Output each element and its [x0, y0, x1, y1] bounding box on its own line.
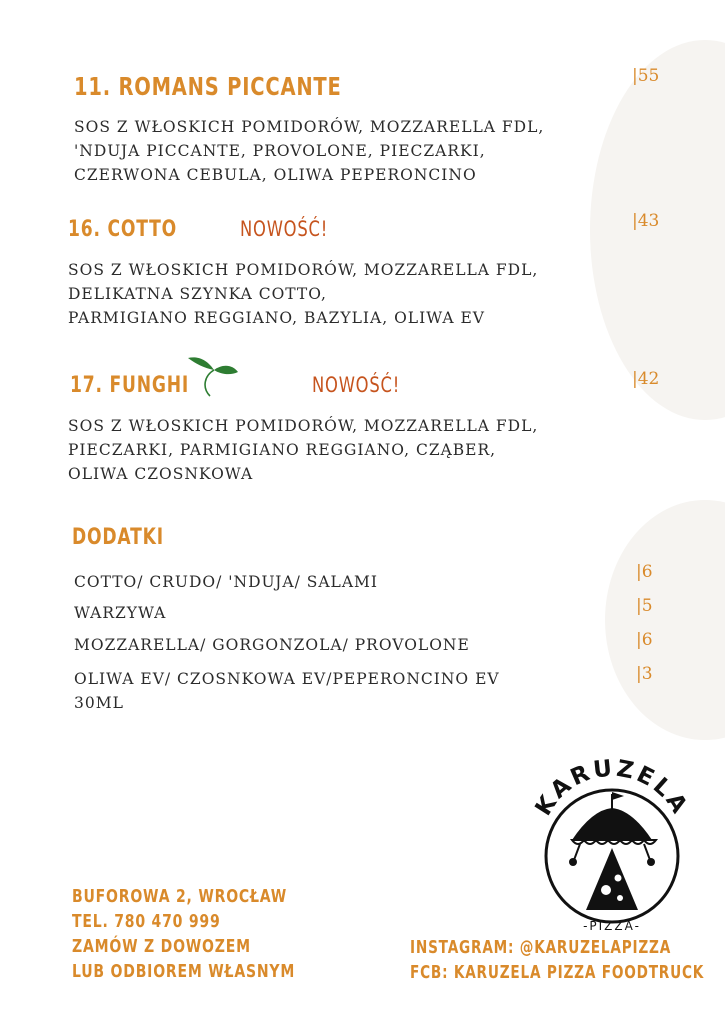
item-description: [68, 414, 538, 486]
logo-name: KARUZELA: [530, 755, 694, 821]
item-price: |55: [632, 66, 660, 86]
contact-info: [72, 884, 295, 984]
description-line: PIECZARKI, PARMIGIANO REGGIANO, CZĄBER,: [68, 441, 497, 459]
extra-label: COTTO/ CRUDO/ 'NDUJA/ SALAMI: [74, 573, 379, 591]
item-title: 16. COTTO: [68, 217, 177, 242]
vegetarian-sprout-icon: [188, 352, 240, 398]
karuzela-pizza-logo: [520, 748, 700, 938]
item-price: |43: [632, 211, 660, 231]
extra-price: |5: [636, 596, 653, 616]
description-line: SOS Z WŁOSKICH POMIDORÓW, MOZZARELLA FDL,: [68, 261, 539, 279]
contact-line: LUB ODBIOREM WŁASNYM: [72, 961, 296, 982]
extra-label-line: 30ML: [74, 694, 124, 712]
extra-price: |6: [636, 630, 653, 650]
extra-label-line: OLIWA EV/ CZOSNKOWA EV/PEPERONCINO EV: [74, 670, 500, 688]
extra-label: MOZZARELLA/ GORGONZOLA/ PROVOLONE: [74, 636, 470, 654]
contact-line: TEL. 780 470 999: [72, 911, 221, 932]
extra-label: [74, 667, 500, 715]
item-description: [68, 258, 538, 330]
contact-line: BUFOROWA 2, WROCŁAW: [72, 886, 288, 907]
new-badge: NOWOŚĆ!: [312, 373, 401, 397]
extras-title: DODATKI: [72, 525, 164, 550]
description-line: SOS Z WŁOSKICH POMIDORÓW, MOZZARELLA FDL,: [74, 118, 545, 136]
logo-sub: PIZZA: [589, 919, 635, 933]
extra-label: WARZYWA: [74, 604, 167, 622]
description-line: PARMIGIANO REGGIANO, BAZYLIA, OLIWA EV: [68, 309, 486, 327]
item-description: [74, 115, 544, 187]
extra-price: |6: [636, 562, 653, 582]
social-line[interactable]: INSTAGRAM: @KARUZELAPIZZA: [410, 938, 672, 958]
social-info: [410, 936, 704, 986]
item-title: 11. ROMANS PICCANTE: [74, 72, 342, 101]
description-line: OLIWA CZOSNKOWA: [68, 465, 254, 483]
item-title: 17. FUNGHI: [70, 373, 190, 398]
description-line: SOS Z WŁOSKICH POMIDORÓW, MOZZARELLA FDL,: [68, 417, 539, 435]
contact-line: ZAMÓW Z DOWOZEM: [72, 936, 251, 957]
background-blob: [605, 500, 725, 740]
svg-text:-PIZZA-: -PIZZA-: [583, 919, 641, 933]
item-price: |42: [632, 369, 660, 389]
description-line: 'NDUJA PICCANTE, PROVOLONE, PIECZARKI,: [74, 142, 486, 160]
social-line[interactable]: FCB: KARUZELA PIZZA FOODTRUCK: [410, 963, 705, 983]
extra-price: |3: [636, 664, 653, 684]
description-line: DELIKATNA SZYNKA COTTO,: [68, 285, 327, 303]
new-badge: NOWOŚĆ!: [240, 217, 329, 241]
description-line: CZERWONA CEBULA, OLIWA PEPERONCINO: [74, 166, 477, 184]
